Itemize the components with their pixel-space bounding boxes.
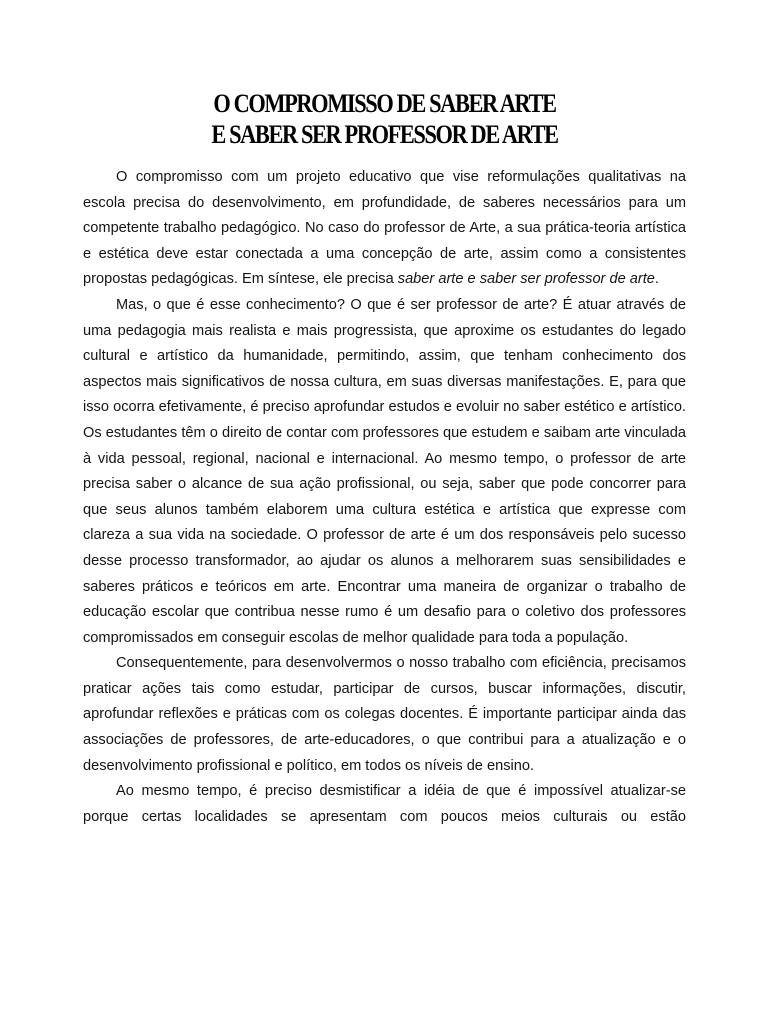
title-line-1: O COMPROMISSO DE SABER ARTE — [213, 89, 556, 118]
paragraph-3: Consequentemente, para desenvolvermos o nosso trabalho com eficiência, precisamos praticar ações tais como estudar, participar de cursos, buscar informações, discutir, aprofundar reflexões e práticas com os colegas docentes. É importante participar ainda das associações de professores, de arte-educadores, o que contribui para a atualização e o desenvolvimento profissional e político, em todos os níveis de ensino. — [83, 655, 686, 774]
paragraph-1 — [83, 165, 686, 293]
title-line-2: E SABER SER PROFESSOR DE ARTE — [211, 120, 558, 149]
paragraph-1-italic: saber arte e saber ser professor de arte — [397, 271, 655, 288]
document-title — [125, 88, 644, 150]
paragraph-1-end: . — [654, 271, 659, 288]
paragraph-4: Ao mesmo tempo, é preciso desmistificar a idéia de que é impossível atualizar-se porque certas localidades se apresentam com poucos meios culturais ou estão — [83, 783, 686, 825]
paragraph-1-text: O compromisso com um projeto educativo que vise reformulações qualitativas na escola precisa do desenvolvimento, em profundidade, de saberes necessários para um competente trabalho pedagógico. No caso do professor de Arte, a sua prática-teoria artística e estética deve estar conectada a uma concepção de arte, assim como a consistentes propostas pedagógicas. Em síntese, ele precisa — [83, 169, 686, 288]
paragraph-2: Mas, o que é esse conhecimento? O que é ser professor de arte? É atuar através de uma pedagogia mais realista e mais progressista, que aproxime os estudantes do legado cultural e artístico da humanidade, permitindo, assim, que tenham conhecimento dos aspectos mais significativos de nossa cultura, em suas diversas manifestações. E, para que isso ocorra efetivamente, é preciso aprofundar estudos e evoluir no saber estético e artístico. Os estudantes têm o direito de contar com professores que estudem e saibam arte vinculada à vida pessoal, regional, nacional e internacional. Ao mesmo tempo, o professor de arte precisa saber o alcance de sua ação profissional, ou seja, saber que pode concorrer para que seus alunos também elaborem uma cultura estética e artística que expresse com clareza a sua vida na sociedade. O professor de arte é um dos responsáveis pelo sucesso desse processo transformador, ao ajudar os alunos a melhorarem suas sensibilidades e saberes práticos e teóricos em arte. Encontrar uma maneira de organizar o trabalho de educação escolar que contribua nesse rumo é um desafio para o coletivo dos professores compromissados em conseguir escolas de melhor qualidade para toda a população. — [83, 296, 686, 646]
document-page — [83, 88, 686, 830]
